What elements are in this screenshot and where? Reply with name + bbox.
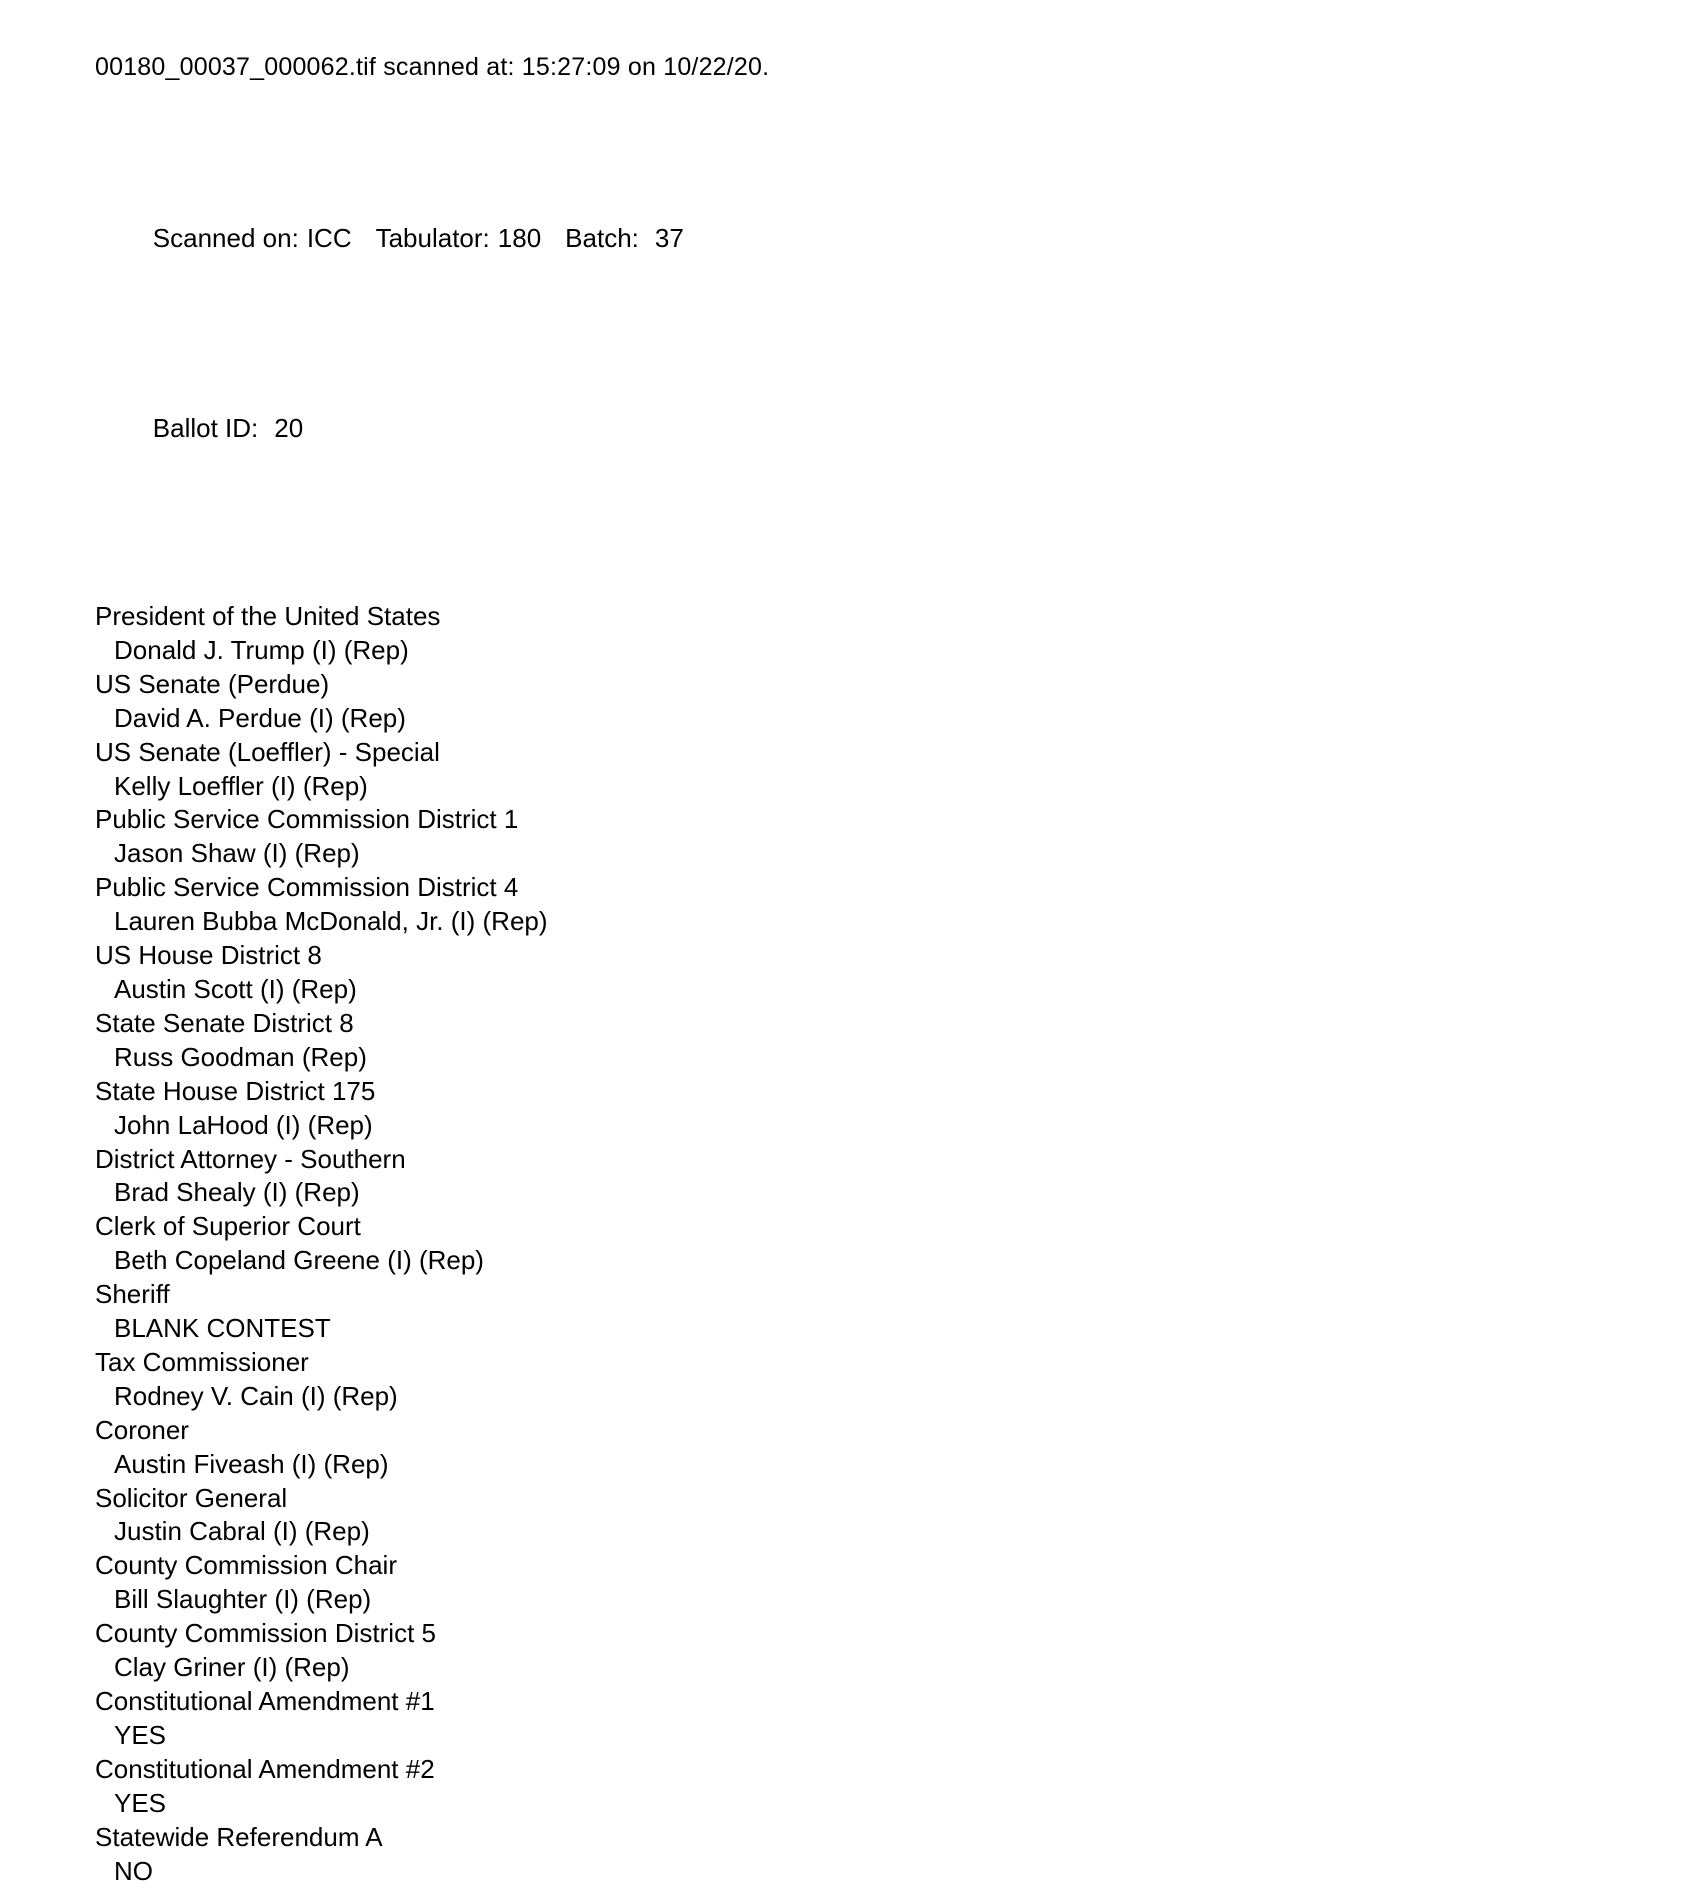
contest-title: Coroner bbox=[95, 1414, 189, 1445]
contest-title: US House District 8 bbox=[95, 940, 322, 971]
ballot-id-value: 20 bbox=[274, 413, 304, 443]
batch-pair bbox=[565, 223, 684, 253]
contest-selection: David A. Perdue (I) (Rep) bbox=[114, 702, 406, 733]
contest-selection: John LaHood (I) (Rep) bbox=[114, 1109, 373, 1140]
contest-selection: Lauren Bubba McDonald, Jr. (I) (Rep) bbox=[114, 906, 548, 937]
contest-selection: Justin Cabral (I) (Rep) bbox=[114, 1516, 370, 1547]
contest-title: US Senate (Perdue) bbox=[95, 668, 330, 699]
contest-title: Public Service Commission District 4 bbox=[95, 872, 519, 903]
contest-selection: NO bbox=[114, 1855, 153, 1886]
contest-selection: Russ Goodman (Rep) bbox=[114, 1041, 367, 1072]
scanned-on-value: ICC bbox=[306, 223, 352, 253]
contest-title: Public Service Commission District 1 bbox=[95, 804, 519, 835]
contest-title: Tax Commissioner bbox=[95, 1346, 309, 1377]
contest-title: Solicitor General bbox=[95, 1482, 288, 1513]
contest-title: Statewide Referendum A bbox=[95, 1821, 383, 1852]
contest-list bbox=[95, 600, 1708, 1888]
contest-title: State House District 175 bbox=[95, 1075, 376, 1106]
scan-filename-line: 00180_00037_000062.tif scanned at: 15:27:09 on 10/22/20. bbox=[95, 53, 770, 81]
batch-value: 37 bbox=[654, 223, 684, 253]
contest-selection: Austin Scott (I) (Rep) bbox=[114, 973, 357, 1004]
ballot-id-row bbox=[95, 371, 1708, 485]
contest-title: President of the United States bbox=[95, 601, 441, 631]
contest-title: Clerk of Superior Court bbox=[95, 1211, 361, 1242]
contest-title: Constitutional Amendment #1 bbox=[95, 1686, 435, 1716]
contest-title: Sheriff bbox=[95, 1279, 170, 1310]
contest-selection: Kelly Loeffler (I) (Rep) bbox=[114, 770, 368, 801]
contest-selection: YES bbox=[114, 1787, 167, 1818]
contest-selection: BLANK CONTEST bbox=[114, 1313, 331, 1344]
scanned-on-label: Scanned on: bbox=[152, 223, 299, 253]
contest-selection: Austin Fiveash (I) (Rep) bbox=[114, 1448, 389, 1479]
contest-title: County Commission District 5 bbox=[95, 1618, 436, 1649]
contest-title: District Attorney - Southern bbox=[95, 1143, 406, 1174]
tabulator-value: 180 bbox=[497, 223, 542, 253]
tabulator-pair bbox=[376, 223, 542, 253]
contest-selection: Beth Copeland Greene (I) (Rep) bbox=[114, 1245, 484, 1276]
contest-selection: Rodney V. Cain (I) (Rep) bbox=[114, 1380, 398, 1411]
scan-meta-block bbox=[95, 105, 1708, 561]
scanner-info-row bbox=[95, 181, 1708, 295]
contest-title: County Commission Chair bbox=[95, 1550, 397, 1581]
contest-title: US Senate (Loeffler) - Special bbox=[95, 736, 440, 767]
contest-selection: YES bbox=[114, 1719, 167, 1750]
contest-title: State Senate District 8 bbox=[95, 1007, 354, 1038]
contest-title: Constitutional Amendment #2 bbox=[95, 1753, 435, 1784]
contest-selection: Bill Slaughter (I) (Rep) bbox=[114, 1584, 372, 1615]
ballot-id-label: Ballot ID: bbox=[152, 413, 259, 443]
contest-selection: Donald J. Trump (I) (Rep) bbox=[114, 634, 409, 665]
ballot-id-pair bbox=[153, 413, 303, 443]
scanned-on-pair bbox=[153, 223, 352, 253]
tabulator-label: Tabulator: bbox=[375, 223, 490, 253]
contest-selection: Jason Shaw (I) (Rep) bbox=[114, 838, 360, 869]
batch-label: Batch: bbox=[565, 223, 639, 253]
contest-selection: Clay Griner (I) (Rep) bbox=[114, 1652, 350, 1683]
contest-selection: Brad Shealy (I) (Rep) bbox=[114, 1177, 360, 1208]
